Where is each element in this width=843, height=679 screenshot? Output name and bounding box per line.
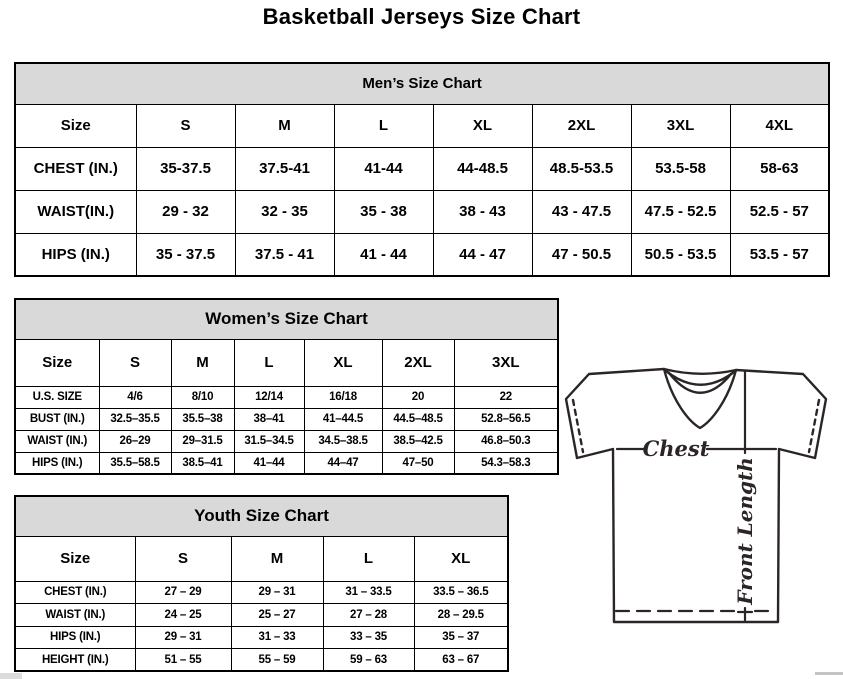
mens-hips-4xl: 53.5 - 57: [730, 233, 829, 276]
mens-chest-s: 35-37.5: [136, 147, 235, 190]
mens-hips-xl: 44 - 47: [433, 233, 532, 276]
mens-waist-4xl: 52.5 - 57: [730, 190, 829, 233]
womens-header-2xl: 2XL: [382, 339, 454, 386]
womens-header-m: M: [171, 339, 234, 386]
ui-fragment-bottom-right: [815, 672, 843, 675]
womens-row-label-waist: WAIST (IN.): [15, 430, 99, 452]
youth-hips-l: 33 – 35: [323, 626, 414, 649]
youth-height-m: 55 – 59: [231, 649, 323, 672]
womens-row-label-ussize: U.S. SIZE: [15, 386, 99, 408]
table-row: [15, 452, 558, 474]
youth-size-chart-table: [14, 495, 509, 672]
womens-hips-s: 35.5–58.5: [99, 452, 171, 474]
front-length-label: Front Length: [733, 457, 757, 605]
mens-waist-2xl: 43 - 47.5: [532, 190, 631, 233]
youth-height-s: 51 – 55: [135, 649, 231, 672]
womens-header-size: Size: [15, 339, 99, 386]
womens-ussize-xl: 16/18: [304, 386, 382, 408]
table-row: [15, 233, 829, 276]
youth-hips-xl: 35 – 37: [414, 626, 508, 649]
youth-row-label-hips: HIPS (IN.): [15, 626, 135, 649]
womens-waist-l: 31.5–34.5: [234, 430, 304, 452]
womens-ussize-m: 8/10: [171, 386, 234, 408]
mens-row-label-waist: WAIST(IN.): [15, 190, 136, 233]
jersey-measurement-diagram: [552, 358, 843, 626]
womens-bust-m: 35.5–38: [171, 408, 234, 430]
womens-waist-2xl: 38.5–42.5: [382, 430, 454, 452]
womens-ussize-3xl: 22: [454, 386, 558, 408]
mens-header-l: L: [334, 104, 433, 147]
youth-row-label-chest: CHEST (IN.): [15, 581, 135, 604]
youth-waist-l: 27 – 28: [323, 604, 414, 627]
womens-waist-m: 29–31.5: [171, 430, 234, 452]
table-row: [15, 408, 558, 430]
womens-bust-s: 32.5–35.5: [99, 408, 171, 430]
womens-row-label-bust: BUST (IN.): [15, 408, 99, 430]
womens-bust-3xl: 52.8–56.5: [454, 408, 558, 430]
mens-hips-2xl: 47 - 50.5: [532, 233, 631, 276]
mens-hips-s: 35 - 37.5: [136, 233, 235, 276]
page-title: Basketball Jerseys Size Chart: [262, 4, 581, 29]
youth-header-size: Size: [15, 536, 135, 581]
womens-waist-xl: 34.5–38.5: [304, 430, 382, 452]
mens-waist-s: 29 - 32: [136, 190, 235, 233]
table-row: [15, 626, 508, 649]
youth-chest-s: 27 – 29: [135, 581, 231, 604]
mens-header-4xl: 4XL: [730, 104, 829, 147]
mens-chest-3xl: 53.5-58: [631, 147, 730, 190]
youth-header-s: S: [135, 536, 231, 581]
table-row: [15, 604, 508, 627]
mens-size-chart-table: [14, 62, 830, 277]
womens-bust-l: 38–41: [234, 408, 304, 430]
womens-hips-m: 38.5–41: [171, 452, 234, 474]
mens-row-label-chest: CHEST (IN.): [15, 147, 136, 190]
mens-chest-xl: 44-48.5: [433, 147, 532, 190]
youth-chart-title: Youth Size Chart: [15, 496, 508, 536]
table-row: [15, 581, 508, 604]
chest-label: Chest: [642, 436, 710, 461]
mens-row-label-hips: HIPS (IN.): [15, 233, 136, 276]
womens-bust-2xl: 44.5–48.5: [382, 408, 454, 430]
mens-hips-m: 37.5 - 41: [235, 233, 334, 276]
womens-size-chart-table: [14, 298, 559, 475]
mens-header-size: Size: [15, 104, 136, 147]
youth-header-l: L: [323, 536, 414, 581]
youth-header-xl: XL: [414, 536, 508, 581]
mens-chest-l: 41-44: [334, 147, 433, 190]
youth-chest-m: 29 – 31: [231, 581, 323, 604]
womens-header-xl: XL: [304, 339, 382, 386]
mens-waist-l: 35 - 38: [334, 190, 433, 233]
youth-row-label-waist: WAIST (IN.): [15, 604, 135, 627]
womens-waist-s: 26–29: [99, 430, 171, 452]
table-row: [15, 190, 829, 233]
youth-chest-xl: 33.5 – 36.5: [414, 581, 508, 604]
youth-waist-xl: 28 – 29.5: [414, 604, 508, 627]
youth-hips-m: 31 – 33: [231, 626, 323, 649]
womens-waist-3xl: 46.8–50.3: [454, 430, 558, 452]
mens-header-3xl: 3XL: [631, 104, 730, 147]
womens-row-label-hips: HIPS (IN.): [15, 452, 99, 474]
mens-header-m: M: [235, 104, 334, 147]
mens-hips-3xl: 50.5 - 53.5: [631, 233, 730, 276]
womens-hips-3xl: 54.3–58.3: [454, 452, 558, 474]
womens-header-s: S: [99, 339, 171, 386]
table-row: [15, 386, 558, 408]
mens-header-xl: XL: [433, 104, 532, 147]
mens-hips-l: 41 - 44: [334, 233, 433, 276]
mens-header-s: S: [136, 104, 235, 147]
womens-ussize-2xl: 20: [382, 386, 454, 408]
ui-fragment-bottom-left: [0, 673, 22, 679]
mens-waist-3xl: 47.5 - 52.5: [631, 190, 730, 233]
womens-ussize-l: 12/14: [234, 386, 304, 408]
youth-waist-s: 24 – 25: [135, 604, 231, 627]
table-row: [15, 147, 829, 190]
mens-chest-2xl: 48.5-53.5: [532, 147, 631, 190]
youth-height-xl: 63 – 67: [414, 649, 508, 672]
mens-waist-m: 32 - 35: [235, 190, 334, 233]
mens-waist-xl: 38 - 43: [433, 190, 532, 233]
youth-waist-m: 25 – 27: [231, 604, 323, 627]
youth-chest-l: 31 – 33.5: [323, 581, 414, 604]
womens-bust-xl: 41–44.5: [304, 408, 382, 430]
womens-hips-l: 41–44: [234, 452, 304, 474]
womens-hips-2xl: 47–50: [382, 452, 454, 474]
youth-header-m: M: [231, 536, 323, 581]
mens-chart-title: Men’s Size Chart: [15, 63, 829, 104]
youth-hips-s: 29 – 31: [135, 626, 231, 649]
youth-height-l: 59 – 63: [323, 649, 414, 672]
mens-chest-m: 37.5-41: [235, 147, 334, 190]
jersey-outline-shape: [566, 369, 826, 622]
table-row: [15, 649, 508, 672]
table-row: [15, 430, 558, 452]
womens-header-l: L: [234, 339, 304, 386]
womens-chart-title: Women’s Size Chart: [15, 299, 558, 339]
mens-header-2xl: 2XL: [532, 104, 631, 147]
womens-ussize-s: 4/6: [99, 386, 171, 408]
womens-header-3xl: 3XL: [454, 339, 558, 386]
mens-chest-4xl: 58-63: [730, 147, 829, 190]
womens-hips-xl: 44–47: [304, 452, 382, 474]
youth-row-label-height: HEIGHT (IN.): [15, 649, 135, 672]
